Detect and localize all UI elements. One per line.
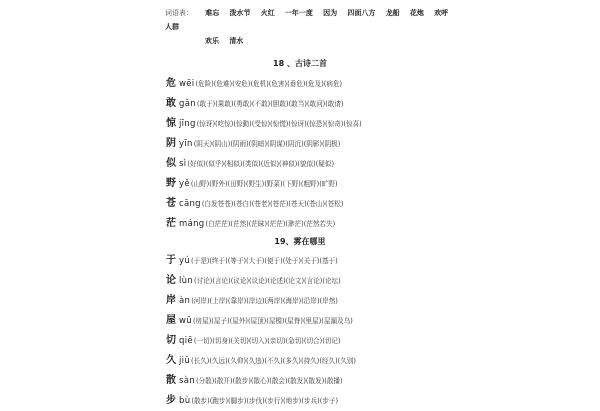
pinyin: qiē [179,336,193,346]
word-list: (房屋)(屋子)(屋外)(屋顶)(屋檐)(屋脊)(里屋)(屋漏及乌) [192,317,353,325]
pinyin: sì [179,159,187,169]
vocab-word: 欢呼 [434,9,449,17]
word-list: (惊讶)(吃惊)(惊動)(受惊)(惊慌)(惊讶)(惊恐)(惊奇)(惊喜) [196,120,362,128]
pinyin: àn [179,296,191,306]
character: 久 [166,355,176,366]
character: 野 [166,178,176,189]
word-list: (河岸)(上岸)(靠岸)(岸边)(两岸)(海岸)(沿岸)(岸然) [191,297,338,305]
character-row [166,174,496,194]
character-row [166,391,496,411]
character: 步 [166,395,176,406]
character-row [166,371,496,391]
pinyin: wēi [179,79,195,89]
pinyin: jīng [179,119,196,129]
character: 屋 [166,315,176,326]
character: 切 [166,335,176,346]
character: 惊 [166,118,176,129]
character: 于 [166,255,176,266]
word-list: (讨论)(言论)(议论)(议论)(论述)(论文)(言论)(论坛) [194,277,341,285]
character-row [166,214,496,234]
character-row [166,194,496,214]
character-row [166,154,496,174]
pinyin: lùn [179,276,194,286]
pinyin: bù [179,396,191,406]
character: 阴 [166,138,176,149]
word-list: (好似)(似乎)(相似)(类似)(近似)(神似)(貌似)(疑似) [187,160,335,168]
vocab-word: 一年一度 [284,9,313,17]
character: 苍 [166,198,176,209]
character-row [166,251,496,271]
character: 岸 [166,295,176,306]
character-row [166,74,496,94]
section-18-rows [166,74,496,234]
vocabulary-line-1 [165,6,465,34]
vocabulary-list [165,6,465,48]
character-row [166,271,496,291]
vocab-word: 欢乐 [205,37,219,45]
word-list: (一切)(切身)(关切)(切入)(亲切)(急切)(切合)(切记) [193,337,341,345]
vocab-word: 泼水节 [229,9,251,17]
vocab-word: 人群 [165,23,179,31]
pinyin: yú [179,256,191,266]
character: 危 [166,78,176,89]
pinyin: sàn [179,376,195,386]
word-list: (敢于)(果敢)(勇敢)(不敢)(胆敢)(敢当)(敢问)(敢请) [196,100,344,108]
character-row [166,94,496,114]
word-list: (于是)(终于)(等于)(大于)(便于)(处于)(关于)(基于) [191,257,338,265]
section-19-rows [166,251,496,411]
character-row [166,331,496,351]
section-19-title: 19、雾在哪里 [274,237,326,246]
vocab-word: 难忘 [205,9,220,17]
pinyin: wū [179,316,192,326]
character-row [166,351,496,371]
character-row [166,311,496,331]
pinyin: cāng [179,199,201,209]
vocab-word: 火红 [260,9,275,17]
word-list: (分散)(散开)(散步)(散心)(散会)(散发)(散发)(散播) [195,377,343,385]
word-list: (长久)(久远)(久仰)(久违)(不久)(多久)(持久)(经久)(久别) [191,357,357,365]
character-row [166,291,496,311]
vocabulary-label: 词语表： [165,9,193,17]
word-list: (白发苍苍)(苍白)(苍老)(苍茫)(苍天)(苍山)(苍松) [201,200,344,208]
word-list: (白茫茫)(茫然)(茫昧)(茫茫)(渺茫)(茫然若失) [205,220,336,228]
pinyin: jiǔ [179,356,191,366]
pinyin: yīn [179,139,193,149]
pinyin: máng [179,219,205,229]
word-list: (山野)(野外)(田野)(野生)(野菜)(下野)(粗野)(旷野) [190,180,338,188]
character-row [166,114,496,134]
word-list: (散步)(跑步)(脚步)(步伐)(步行)(地步)(步兵)(步子) [191,397,339,405]
vocab-word: 龙船 [385,9,400,17]
character: 敢 [166,98,176,109]
vocab-word: 四面八方 [347,9,376,17]
character: 散 [166,375,176,386]
word-list: (危险)(危难)(安危)(危机)(危害)(垂危)(危及)(病危) [195,80,343,88]
word-list: (阴天)(阴山)(阴雨)(阴暗)(阴谋)(阴沉)(阴影)(阴极) [193,140,341,148]
character: 论 [166,275,176,286]
character: 似 [166,158,176,169]
vocab-word: 清水 [229,37,244,45]
character-row [166,134,496,154]
vocab-word: 花炮 [409,9,424,17]
pinyin: gǎn [179,99,196,109]
character: 茫 [166,218,176,229]
section-18-title: 18 、古诗二首 [273,59,327,68]
pinyin: yě [179,179,190,189]
vocab-word: 因为 [323,9,338,17]
vocabulary-line-2 [165,34,465,48]
